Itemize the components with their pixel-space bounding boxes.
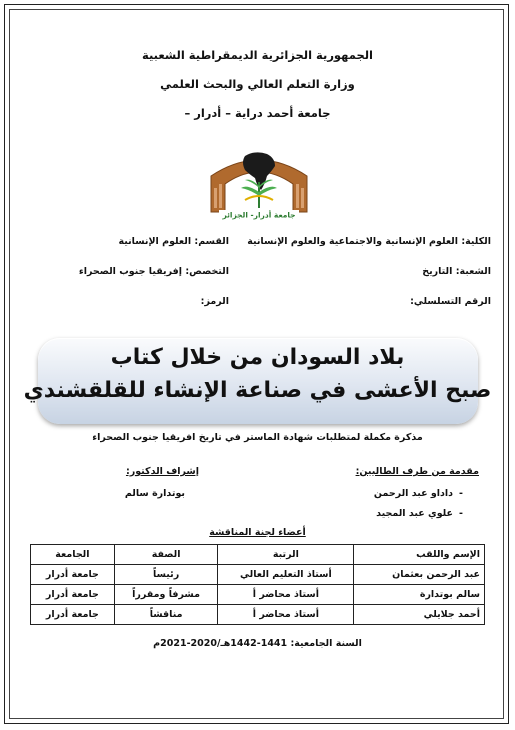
jury-university: جامعة أدرار: [31, 605, 115, 625]
jury-role: رئيساً: [114, 565, 218, 585]
branch-value: التاريخ: [422, 266, 453, 277]
jury-table: [30, 544, 485, 625]
faculty-label: الكلية:: [461, 236, 491, 247]
jury-table-header: [31, 545, 485, 565]
header-rank: الرتبة: [218, 545, 354, 565]
faculty-value: العلوم الإنسانية والاجتماعية والعلوم الإنسانية: [247, 236, 459, 247]
table-row: [31, 565, 485, 585]
table-row: [31, 585, 485, 605]
student-name-1: -داداو عبد الرحمن: [373, 488, 463, 499]
branch-label: الشعبة:: [455, 266, 491, 277]
university-logo: [205, 146, 313, 220]
jury-name: أحمد جلايلي: [354, 605, 485, 625]
department-value: العلوم الإنسانية: [118, 236, 192, 247]
specialty-label: التخصص:: [185, 266, 229, 277]
jury-name: سالم بوتدارة: [354, 585, 485, 605]
specialty-row: [79, 266, 229, 277]
supervisor-label: إشراف الدكتور:: [125, 466, 199, 477]
department-row: [118, 236, 229, 247]
republic-heading: الجمهورية الجزائرية الديمقراطية الشعبية: [141, 48, 373, 62]
jury-role: مناقشاً: [114, 605, 218, 625]
jury-university: جامعة أدرار: [31, 565, 115, 585]
jury-rank: أستاذ محاضر أ: [218, 605, 354, 625]
thesis-title-line1: بلاد السودان من خلال كتاب: [110, 345, 405, 370]
serial-number-label: الرقم التسلسلي:: [410, 296, 491, 307]
faculty-row: [247, 236, 491, 247]
university-heading: جامعة أحمد دراية – أدرار –: [184, 106, 331, 120]
header-name: الإسم واللقب: [354, 545, 485, 565]
code-label: الرمز:: [200, 296, 229, 307]
table-row: [31, 605, 485, 625]
jury-rank: أستاذ محاضر أ: [218, 585, 354, 605]
department-label: القسم:: [194, 236, 229, 247]
branch-row: [422, 266, 491, 277]
header-role: الصفة: [114, 545, 218, 565]
jury-rank: أستاذ التعليم العالي: [218, 565, 354, 585]
academic-year: السنة الجامعية: 1441-1442هـ/2020-2021م: [153, 638, 362, 649]
logo-caption: جامعة أدرار- الجزائر: [222, 210, 296, 220]
thesis-subtitle: مذكرة مكملة لمتطلبات شهادة الماستر في تاريخ افريقيا جنوب الصحراء: [92, 432, 423, 443]
thesis-title-line2: صبح الأعشى في صناعة الإنشاء للقلقشندي: [23, 378, 492, 403]
supervisor-name: بوتدارة سالم: [124, 488, 185, 499]
jury-label: أعضاء لجنة المناقشة: [209, 527, 306, 538]
jury-university: جامعة أدرار: [31, 585, 115, 605]
student-name-2: -علوي عبد المجيد: [376, 508, 463, 519]
students-label: مقدمة من طرف الطالبين:: [355, 466, 479, 477]
ministry-heading: وزارة التعلم العالي والبحث العلمي: [160, 77, 355, 91]
jury-name: عبد الرحمن بعثمان: [354, 565, 485, 585]
specialty-value: إفريقيا جنوب الصحراء: [78, 266, 183, 277]
jury-role: مشرفاً ومقرراً: [114, 585, 218, 605]
header-university: الجامعة: [31, 545, 115, 565]
